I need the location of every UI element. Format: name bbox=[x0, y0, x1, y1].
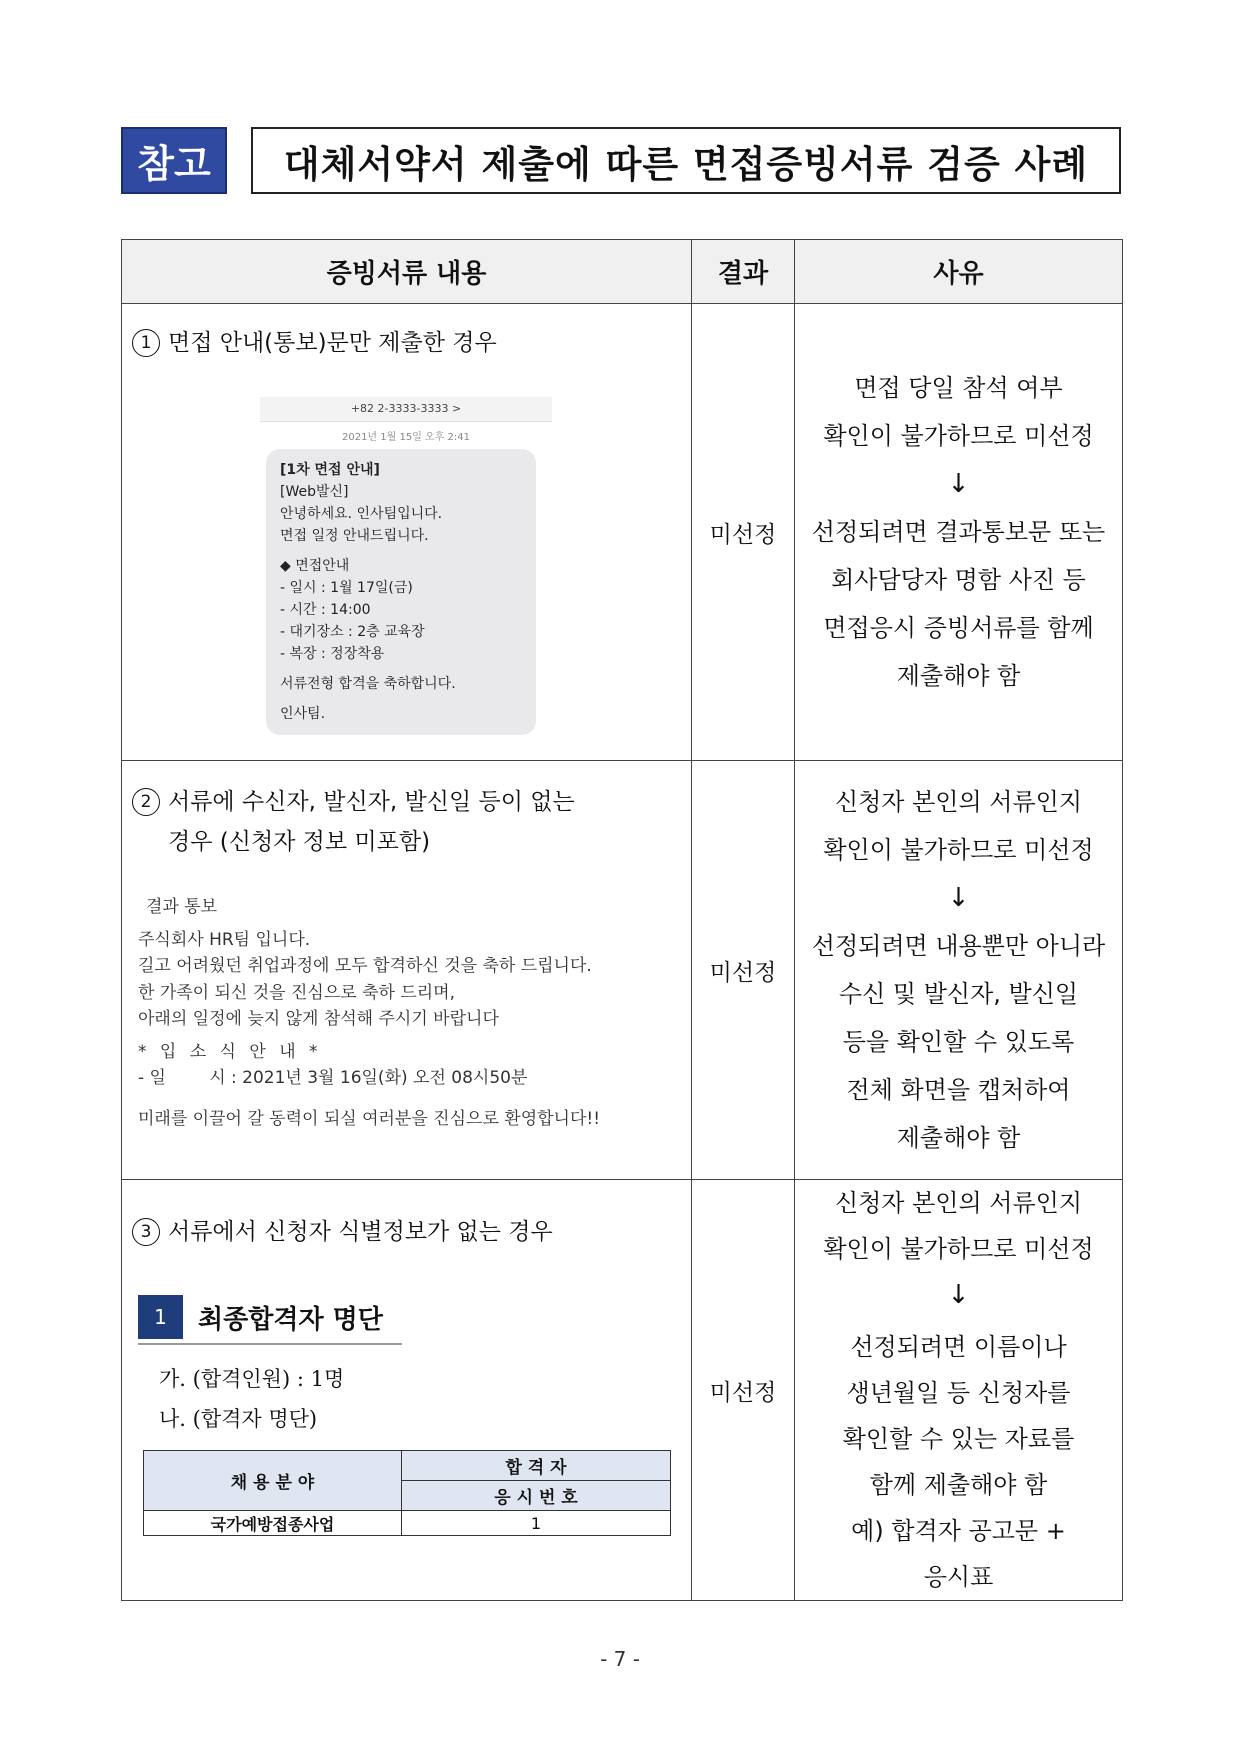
list-line: 나. (합격자 명단) bbox=[159, 1407, 318, 1431]
page-number: - 7 - bbox=[600, 1647, 640, 1671]
down-arrow-icon: ↓ bbox=[947, 883, 970, 913]
field-cell: 국가예방접종사업 bbox=[144, 1511, 402, 1536]
field-header: 채 용 분 야 bbox=[144, 1451, 402, 1511]
case-reason: 신청자 본인의 서류인지 확인이 불가하므로 미선정 ↓ 선정되려면 이름이나 생년월일 등 신청자를 확인할 수 있는 자료를 함께 제출해야 함 예) 합격자 공고문 + 응시표 bbox=[795, 1180, 1123, 1601]
circled-number: 2 bbox=[132, 788, 160, 816]
case-content bbox=[122, 1180, 692, 1601]
exam-number-cell: 1 bbox=[402, 1511, 671, 1536]
case-title: 2 서류에 수신자, 발신자, 발신일 등이 없는 bbox=[132, 782, 575, 822]
sms-bubble: [1차 면접 안내] [Web발신] 안녕하세요. 인사팀입니다. 면접 일정 안내드립니다. ◆ 면접안내 - 일시 : 1월 17일(금) - 시간 : 14:00 - 대기장소 : 2층 교육장 - 복장 : 정장착용 서류전형 합격을 축하합니다. 인사팀. bbox=[266, 449, 536, 735]
passer-header: 합 격 자 bbox=[402, 1451, 671, 1481]
exam-number-header: 응 시 번 호 bbox=[402, 1481, 671, 1511]
result-notice-image: 결과 통보 주식회사 HR팀 입니다. 길고 어려웠던 취업과정에 모두 합격하신 것을 축하 드립니다. 한 가족이 되신 것을 진심으로 축하 드리며, 아래의 일정에 늦지 않게 참석해 주시기 바랍니다 * 입 소 식 안 내 * - 일 시 : 2021년 3월 16일(화) 오전 08시50분 미래를 이끌어 갈 동력이 되실 여러분을 진심으로 환영합니다!! bbox=[138, 897, 601, 1129]
case-reason: 신청자 본인의 서류인지 확인이 불가하므로 미선정 ↓ 선정되려면 내용뿐만 아니라 수신 및 발신자, 발신일 등을 확인할 수 있도록 전체 화면을 캡처하여 제출해야 함 bbox=[795, 761, 1123, 1180]
sms-date: 2021년 1월 15일 오후 2:41 bbox=[341, 432, 470, 443]
page-title: 대체서약서 제출에 따른 면접증빙서류 검증 사례 bbox=[251, 127, 1121, 194]
case-table bbox=[121, 239, 1123, 1601]
case-title: 1 면접 안내(통보)문만 제출한 경우 bbox=[132, 323, 497, 363]
case-result: 미선정 bbox=[692, 761, 795, 1180]
case-result: 미선정 bbox=[692, 1180, 795, 1601]
passer-table bbox=[143, 1450, 671, 1536]
circled-number: 3 bbox=[132, 1218, 160, 1246]
case-content bbox=[122, 304, 692, 761]
sms-sender-number: +82 2-3333-3333 > bbox=[260, 397, 552, 422]
table-row bbox=[122, 1180, 1123, 1601]
sms-screenshot bbox=[260, 397, 552, 729]
list-line: 가. (합격인원) : 1명 bbox=[159, 1367, 345, 1391]
list-heading bbox=[138, 1291, 402, 1345]
down-arrow-icon: ↓ bbox=[947, 469, 970, 499]
header-content: 증빙서류 내용 bbox=[122, 240, 692, 304]
header-result: 결과 bbox=[692, 240, 795, 304]
table-row bbox=[122, 304, 1123, 761]
case-content bbox=[122, 761, 692, 1180]
list-number-badge: 1 bbox=[138, 1295, 183, 1339]
case-title: 3 서류에서 신청자 식별정보가 없는 경우 bbox=[132, 1212, 553, 1252]
table-row bbox=[122, 761, 1123, 1180]
down-arrow-icon: ↓ bbox=[947, 1280, 970, 1310]
circled-number: 1 bbox=[132, 329, 160, 357]
header-reason: 사유 bbox=[795, 240, 1123, 304]
case-result: 미선정 bbox=[692, 304, 795, 761]
reference-tag: 참고 bbox=[121, 127, 227, 194]
list-title: 최종합격자 명단 bbox=[198, 1304, 383, 1335]
case-reason: 면접 당일 참석 여부 확인이 불가하므로 미선정 ↓ 선정되려면 결과통보문 또는 회사담당자 명함 사진 등 면접응시 증빙서류를 함께 제출해야 함 bbox=[795, 304, 1123, 761]
case-title-line2: 경우 (신청자 정보 미포함) bbox=[168, 829, 431, 855]
table-header-row bbox=[122, 240, 1123, 304]
